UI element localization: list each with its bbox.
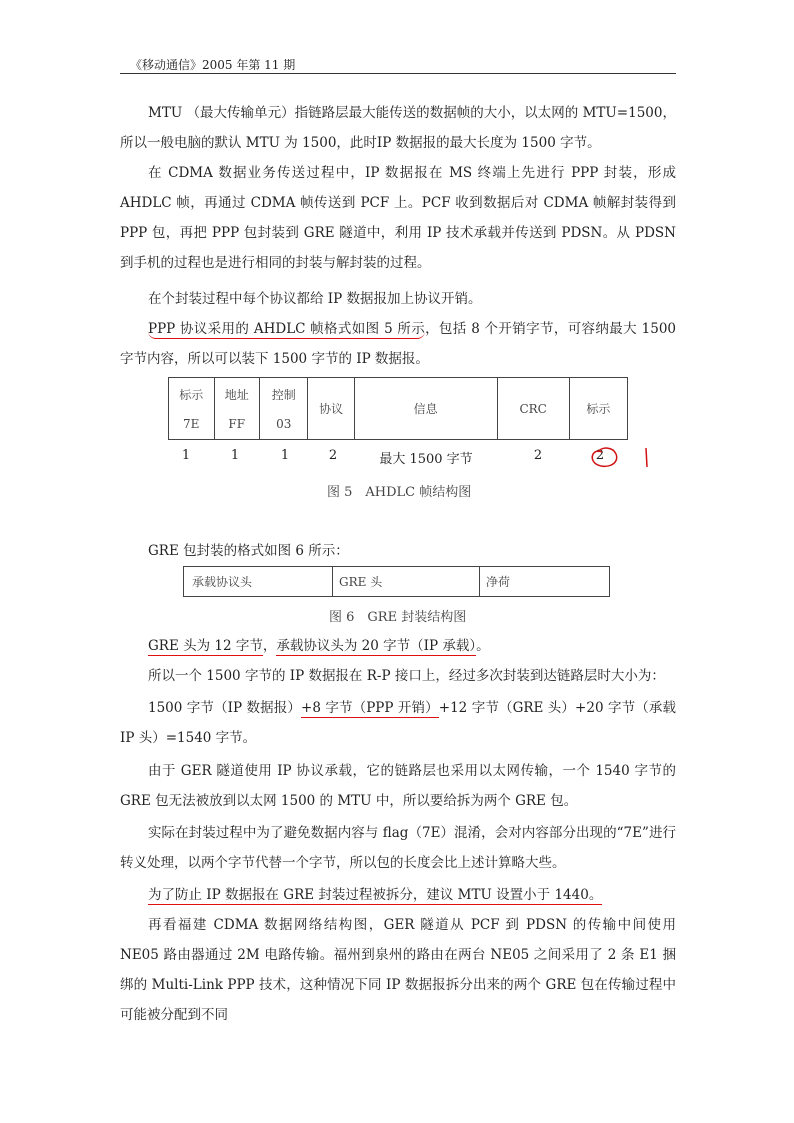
- underline-carrier-header: 承载协议头为 20 字节（IP 承载）: [276, 638, 477, 654]
- paragraph-cdma-process: 在 CDMA 数据业务传送过程中，IP 数据报在 MS 终端上先进行 PPP 封装，形成 AHDLC 帧，再通过 CDMA 帧传送到 PCF 上。PCF 收到数据后对 CDMA 帧解封装得到 PPP 包，再把 PPP 包封装到 GRE 隧道中，利用 IP 技术承载并传送到 PDSN。从 PDSN 到手机的过程也是进行相同的封装与解封装的过程。: [120, 165, 676, 271]
- paragraph-fujian-network: 再看福建 CDMA 数据网络结构图，GER 隧道从 PCF 到 PDSN 的传输中间使用 NE05 路由器通过 2M 电路传输。福州到泉州的路由在两台 NE05 之间采用了 2 条 E1 捆绑的 Multi-Link PPP 技术，这种情况下同 IP 数据报拆分出来的两个 GRE 包在传输过程中可能被分配到不同: [120, 917, 676, 1023]
- underline-mtu-advice: 为了防止 IP 数据报在 GRE 封装过程被拆分，建议 MTU 设置小于 1440。: [148, 887, 603, 903]
- paragraph-rp-interface: 所以一个 1500 字节的 IP 数据报在 R-P 接口上，经过多次封装到达链路层时大小为：: [148, 668, 665, 684]
- fig5-size-protocol: 2: [328, 448, 338, 463]
- paragraph-overhead: 在个封装过程中每个协议都给 IP 数据报加上协议开销。: [148, 291, 482, 307]
- fig5-cell-information: 信息: [354, 378, 497, 440]
- fig5-cell-flag: 标示 7E: [169, 378, 215, 440]
- fig6-cell-gre-header: GRE 头: [333, 567, 480, 597]
- paragraph-ahdlc-rest: ，包括 8 个开销字节，可容纳最大 1500 字节内容，所以可以装下 1500 字节的 IP 数据报。: [120, 321, 676, 367]
- underline-gre-header: GRE 头为 12 字节: [148, 638, 263, 654]
- fig6-caption: 图 6 GRE 封装结构图: [329, 610, 467, 625]
- fig5-size-flag-end: 2: [595, 448, 605, 463]
- paragraph-mtu-advice: [120, 880, 676, 910]
- underline-ppp-overhead: +8 字节（PPP 开销）: [301, 700, 439, 716]
- fig6-cell-payload: 净荷: [480, 567, 610, 597]
- paragraph-split-gre: 由于 GER 隧道使用 IP 协议承载，它的链路层也采用以太网传输，一个 1540 字节的 GRE 包无法被放到以太网 1500 的 MTU 中，所以要给拆为两个 GRE 包。: [120, 763, 676, 809]
- fig5-size-control: 1: [280, 448, 290, 463]
- journal-header: 《移动通信》2005 年第 11 期: [130, 58, 296, 72]
- fig5-cell-flag-end: 标示: [569, 378, 627, 440]
- header-rule: [120, 73, 676, 74]
- fig5-caption: 图 5 AHDLC 帧结构图: [327, 485, 472, 500]
- fig5-ahdlc-table: [168, 377, 628, 440]
- paragraph-size-calculation: 1500 字节（IP 数据报）+8 字节（PPP 开销）+12 字节（GRE 头）+20 字节（承载 IP 头）=1540 字节。: [120, 700, 676, 746]
- fig6-gre-table: [183, 566, 610, 597]
- paragraph-gre-header-size: GRE 头为 12 字节，承载协议头为 20 字节（IP 承载）。: [148, 638, 490, 654]
- fig5-cell-crc: CRC: [497, 378, 569, 440]
- fig5-size-address: 1: [230, 448, 240, 463]
- fig5-size-crc: 2: [533, 448, 543, 463]
- fig6-cell-carrier-header: 承载协议头: [184, 567, 333, 597]
- fig5-size-flag: 1: [181, 448, 191, 463]
- paragraph-mtu: MTU （最大传输单元）指链路层最大能传送的数据帧的大小，以太网的 MTU=1500，所以一般电脑的默认 MTU 为 1500，此时IP 数据报的最大长度为 1500 字节。: [120, 105, 676, 151]
- pen-annotation-circle: [580, 440, 660, 472]
- paragraph-escape-7e: 实际在封装过程中为了避免数据内容与 flag（7E）混淆，会对内容部分出现的“7E”进行转义处理，以两个字节代替一个字节，所以包的长度会比上述计算略大些。: [120, 825, 676, 871]
- fig5-size-information: 最大 1500 字节: [379, 452, 473, 467]
- underline-ahdlc: PPP 协议采用的 AHDLC 帧格式如图 5 所示: [148, 321, 426, 337]
- fig5-cell-protocol: 协议: [308, 378, 354, 440]
- fig5-cell-address: 地址 FF: [214, 378, 260, 440]
- fig5-cell-control: 控制 03: [260, 378, 308, 440]
- paragraph-gre-format: GRE 包封装的格式如图 6 所示：: [148, 543, 349, 559]
- paragraph-ahdlc: [120, 314, 676, 374]
